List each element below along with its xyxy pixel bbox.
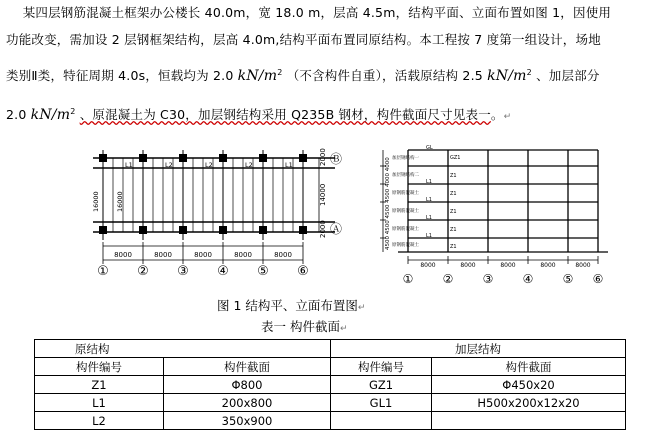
paragraph-text-4a: 2.0 [6,107,27,123]
cell-id: L1 [35,394,164,412]
floor-label: 原钢筋混凝土 [392,191,419,196]
row-axis-b: Ⓑ [330,152,343,166]
beam-label: L2 [205,161,213,169]
paragraph-text-4c: 。 [490,107,504,123]
header-id: 构件编号 [35,358,164,376]
problem-paragraph [6,0,646,125]
member-section-table [34,339,626,430]
column-axis-label: ③ [177,264,189,278]
column-axis-label: ⑥ [297,264,309,278]
elevation-height-dims: 4500 4500 4500 4500 4000 4000 [385,157,391,250]
row-axis-a: Ⓐ [330,222,343,236]
plan-span-dim: 8000 [154,251,172,259]
plan-dim-right: 14000 [319,183,327,206]
member-label: Z1 [450,244,457,250]
unit-kn-m2: kN/m [487,68,527,85]
paragraph-line-4 [6,98,646,125]
column-axis-label: ① [97,264,109,278]
elevation-axis-label: ② [442,272,454,286]
table-row [35,412,626,430]
cell-id: L2 [35,412,164,430]
paragraph-text-4b: 、原混凝土为 C30，加层钢结构采用 Q235B 钢材，构件截面尺寸见表一 [79,107,491,123]
elevation-axis-label: ④ [522,272,534,286]
elevation-span-dim: 8000 [500,262,516,269]
member-label: Z1 [450,227,457,233]
plan-span-dim: 8000 [274,251,292,259]
paragraph-text-3a: 类别Ⅱ类，特征周期 4.0s，恒载均为 2.0 [6,68,234,84]
paragraph-line-3 [6,59,646,86]
member-label: L1 [426,233,432,239]
paragraph-text-3b: （不含构件自重），活载原结构 2.5 [286,68,483,84]
header-section: 构件截面 [164,358,331,376]
cell-added-section: Φ450x20 [432,376,626,394]
unit-kn-m2: kN/m [30,107,71,124]
group-added: 加层结构 [331,340,626,358]
group-original: 原结构 [35,340,331,358]
member-label: L1 [426,179,432,185]
header-id: 构件编号 [331,358,432,376]
plan-span-dim: 8000 [234,251,252,259]
paragraph-line-1 [6,0,646,26]
plan-dim-right: 2000 [319,220,327,238]
floor-label: 原钢筋混凝土 [392,209,419,214]
plan-span-dim: 8000 [114,251,132,259]
paragraph-mark: ↵ [339,324,348,334]
cell-section: 350x900 [164,412,331,430]
column-axis-label: ⑤ [257,264,269,278]
column-axis-label: ④ [217,264,229,278]
table-row [35,394,626,412]
elevation-axis-label: ① [402,272,414,286]
elevation-axis-label: ⑤ [562,272,574,286]
structure-plan-drawing [85,140,355,278]
table-title [261,317,348,335]
plan-dim-left: 16000 [116,191,124,212]
cell-section: Φ800 [164,376,331,394]
unit-superscript: 2 [277,68,283,77]
member-label: L1 [426,215,432,221]
paragraph-line-2 [6,26,646,53]
elevation-span-dim: 8000 [575,262,591,269]
elevation-axis-label: ⑥ [592,272,604,286]
cell-added-section [432,412,626,430]
elevation-span-dim: 8000 [540,262,556,269]
floor-label: 加层钢结构二 [392,173,419,178]
beam-label: L1 [125,161,133,169]
elevation-span-dim: 8000 [420,262,436,269]
member-label: L1 [426,197,432,203]
paragraph-text-2: 功能改变，需加设 2 层钢框架结构，层高 4.0m,结构平面布置同原结构。本工程按 7 度第一组设计，场地 [6,32,601,47]
plan-dim-left: 16000 [92,191,100,212]
cell-added-id: GZ1 [331,376,432,394]
plan-span-dim: 8000 [194,251,212,259]
member-label: GZ1 [450,155,461,161]
cell-section: 200x800 [164,394,331,412]
elevation-axis-label: ③ [482,272,494,286]
floor-label: 原钢筋混凝土 [392,243,419,248]
plan-dim-right: 2000 [319,148,327,166]
figure-caption-text: 图 1 结构平、立面布置图 [217,298,358,313]
table-group-row [35,340,626,358]
unit-kn-m2: kN/m [237,68,278,85]
member-label: Z1 [450,173,457,179]
floor-label: 原钢筋混凝土 [392,227,419,232]
header-section: 构件截面 [432,358,626,376]
cell-id: Z1 [35,376,164,394]
paragraph-text-1: 某四层钢筋混凝土框架办公楼长 40.0m，宽 18.0 m，层高 4.5m，结构平面、立面布置如图 1，因使用 [22,5,612,20]
paragraph-mark: ↵ [503,112,512,123]
figure-caption [217,296,365,314]
table-row [35,376,626,394]
beam-label: L2 [165,161,173,169]
structure-elevation-drawing [376,142,624,288]
unit-superscript: 2 [70,107,76,116]
column-axis-label: ② [137,264,149,278]
member-label: Z1 [450,209,457,215]
unit-superscript: 2 [526,68,532,77]
floor-label: 加层钢结构一 [392,156,419,161]
beam-label: L1 [285,161,293,169]
elevation-span-dim: 8000 [460,262,476,269]
cell-added-id: GL1 [331,394,432,412]
table-title-text: 表一 构件截面 [261,319,340,334]
beam-label: L2 [245,161,253,169]
member-label: GL [426,145,433,151]
cell-added-id [331,412,432,430]
paragraph-text-3c: 、加层部分 [536,68,600,84]
table-header-row [35,358,626,376]
member-label: Z1 [450,191,457,197]
paragraph-mark: ↵ [357,303,366,313]
cell-added-section: H500x200x12x20 [432,394,626,412]
